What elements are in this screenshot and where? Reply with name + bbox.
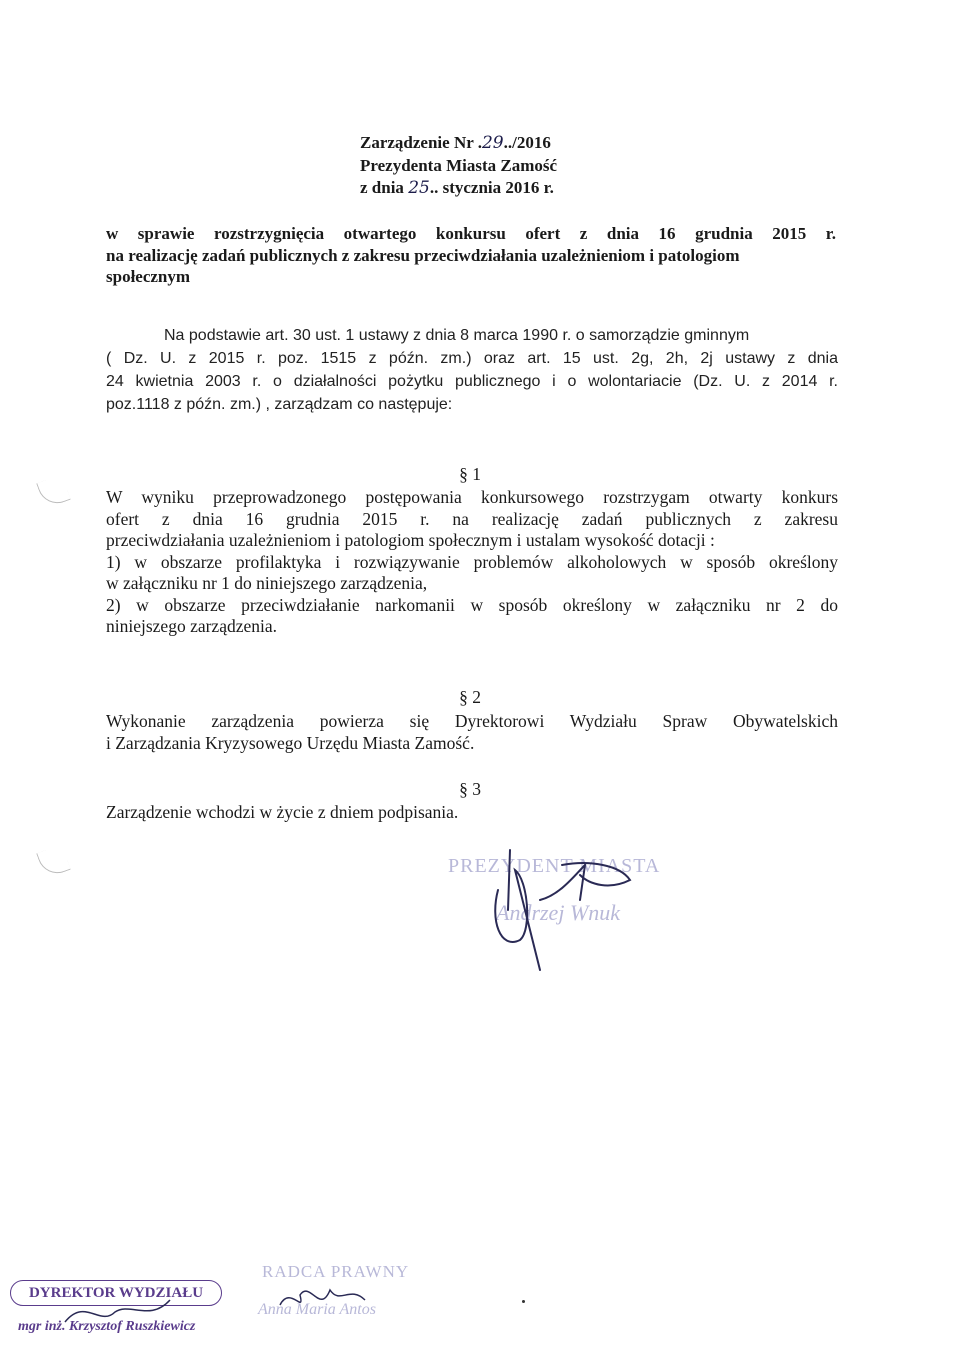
director-stamp-name: mgr inż. Krzysztof Ruszkiewicz: [18, 1319, 196, 1334]
subject-line-1: w sprawie rozstrzygnięcia otwartego konkursu ofert z dnia 16 grudnia 2015 r.: [106, 224, 836, 243]
handwritten-number: 29: [481, 133, 504, 153]
subject-line-2: na realizację zadań publicznych z zakresu przeciwdziałania uzależnieniom i patologiom: [106, 246, 740, 265]
subject-line-3: społecznym: [106, 267, 191, 286]
counsel-signature: [270, 1275, 380, 1325]
section-3-line-1: Zarządzenie wchodzi w życie z dniem podpisania.: [106, 802, 459, 822]
section-2-line-2: i Zarządzania Kryzysowego Urzędu Miasta Zamość.: [106, 732, 475, 753]
section-1-line-3: przeciwdziałania uzależnieniom i patologiom społecznym i ustalam wysokość dotacji :: [106, 530, 715, 550]
president-stamp-name: Andrzej Wnuk: [496, 900, 621, 925]
section-1-line-4: 1) w obszarze profilaktyka i rozwiązywanie problemów alkoholowych w sposób określony: [106, 551, 838, 572]
date-prefix: z dnia: [360, 178, 409, 197]
counsel-stamp-title: RADCA PRAWNY: [262, 1262, 410, 1281]
date-suffix: .. stycznia 2016 r.: [429, 178, 554, 197]
section-2-line-1: Wykonanie zarządzenia powierza się Dyrektorowi Wydziału Spraw Obywatelskich: [106, 711, 838, 731]
document-number-prefix: Zarządzenie Nr .: [360, 133, 482, 152]
section-1-line-1: W wyniku przeprowadzonego postępowania konkursowego rozstrzygam otwarty konkurs: [106, 487, 838, 507]
document-date: [360, 177, 554, 199]
section-1-heading: § 1: [459, 464, 481, 484]
section-1-body: [106, 487, 838, 638]
section-3-heading: § 3: [459, 779, 481, 799]
document-number-suffix: ../2016: [503, 133, 551, 152]
preamble-line-3: 24 kwietnia 2003 r. o działalności pożytku publicznego i o wolontariacie (Dz. U. z 2014 r.: [106, 373, 838, 390]
section-2-heading: § 2: [459, 687, 481, 707]
handwritten-day: 25: [408, 178, 430, 198]
director-stamp-title: DYREKTOR WYDZIAŁU: [10, 1280, 222, 1306]
section-2-body: [106, 711, 838, 754]
scan-mark: [36, 844, 71, 879]
scan-dot: [522, 1300, 525, 1303]
counsel-stamp-name: Anna Maria Antos: [258, 1301, 376, 1318]
preamble-line-4: poz.1118 z późn. zm.) , zarządzam co następuje:: [106, 396, 453, 413]
section-1-line-5: w załączniku nr 1 do niniejszego zarządzenia,: [106, 573, 428, 593]
issuer: Prezydenta Miasta Zamość: [360, 156, 558, 175]
section-1-line-2: ofert z dnia 16 grudnia 2015 r. na realizację zadań publicznych z zakresu: [106, 508, 838, 529]
president-signature: [470, 840, 650, 980]
section-1-line-6: 2) w obszarze przeciwdziałanie narkomanii w sposób określony w załączniku nr 2 do: [106, 594, 838, 615]
preamble-line-1: Na podstawie art. 30 ust. 1 ustawy z dnia 8 marca 1990 r. o samorządzie gminnym: [164, 327, 750, 344]
director-signature: [60, 1292, 180, 1332]
document-number: [360, 132, 551, 154]
president-stamp-title: PREZYDENT MIASTA: [448, 855, 661, 877]
preamble-line-2: ( Dz. U. z 2015 r. poz. 1515 z późn. zm.) oraz art. 15 ust. 2g, 2h, 2j ustawy z dnia: [106, 350, 838, 367]
section-1-line-7: niniejszego zarządzenia.: [106, 616, 278, 636]
preamble: [106, 324, 838, 416]
scan-mark: [36, 474, 71, 509]
